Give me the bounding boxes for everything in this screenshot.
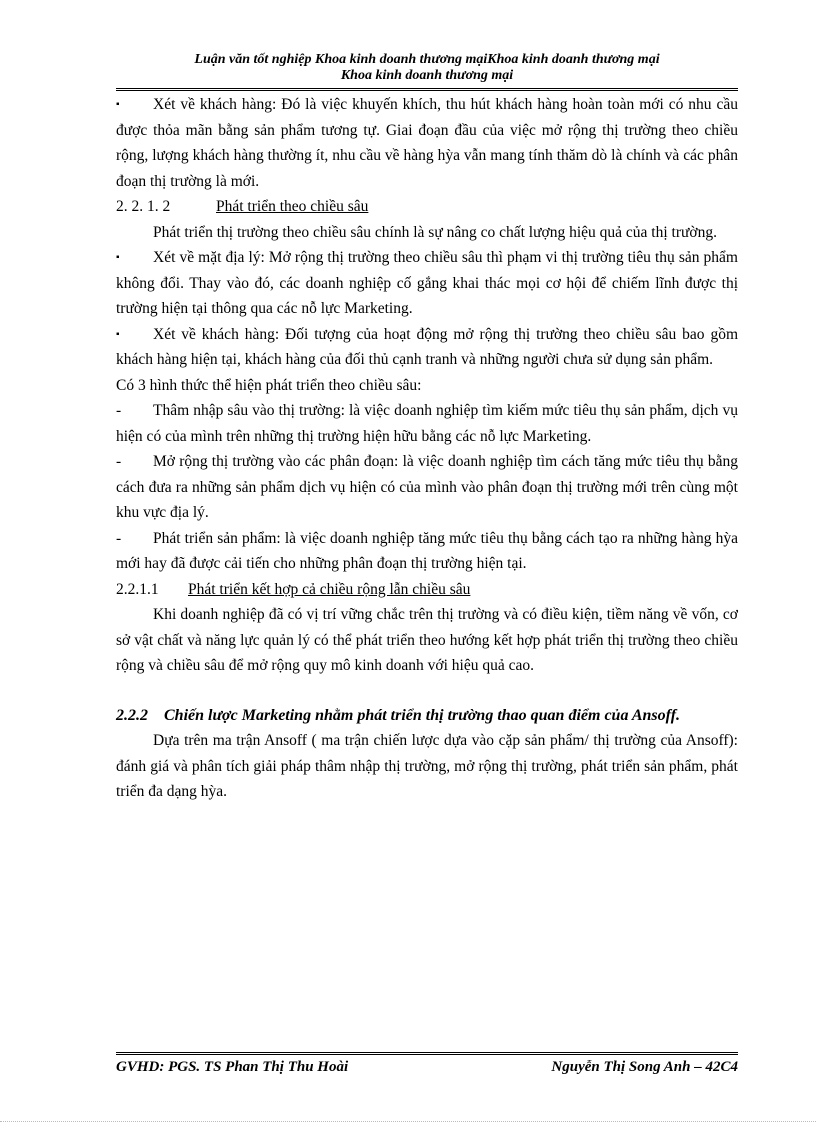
page-header bbox=[116, 52, 738, 84]
page-footer bbox=[116, 1057, 738, 1077]
list-item-penetration: - Thâm nhập sâu vào thị trường: là việc doanh nghiệp tìm kiếm mức tiêu thụ sản phẩm, dịch vụ hiện có của mình trên những thị trường hiện hữu bằng các nỗ lực Marketing. bbox=[116, 398, 738, 449]
dash-marker: - bbox=[116, 402, 122, 419]
section-number: 2.2.1.1 bbox=[116, 580, 159, 598]
list-item-segments: - Mở rộng thị trường vào các phân đoạn: là việc doanh nghiệp tìm cách tăng mức tiêu thụ bằng cách đưa ra những sản phẩm dịch vụ hiện có của mình vào phân đoạn thị trường mới trên cùng một khu vực địa lý. bbox=[116, 449, 738, 526]
list-item-product-development: - Phát triển sản phẩm: là việc doanh nghiệp tăng mức tiêu thụ bằng cách tạo ra những hàng hỳa mới hay đã được cải tiến cho những phân đoạn thị trường hiện tại. bbox=[116, 526, 738, 577]
paragraph-geography: ▪ Xét về mặt địa lý: Mở rộng thị trường theo chiều sâu thì phạm vi thị trường tiêu thụ sản phẩm không đổi. Thay vào đó, các doanh nghiệp cố gắng khai thác mọi cơ hội để chiếm lĩnh được thị trường hiện tại thông qua các nỗ lực Marketing. bbox=[116, 245, 738, 322]
footer-divider bbox=[116, 1052, 738, 1055]
page-bottom-edge bbox=[0, 1121, 816, 1122]
footer-supervisor: GVHD: PGS. TS Phan Thị Thu Hoài bbox=[116, 1059, 349, 1075]
header-line-2: Khoa kinh doanh thương mại bbox=[340, 68, 514, 83]
section-title: Phát triển theo chiều sâu bbox=[216, 198, 369, 215]
footer-author: Nguyễn Thị Song Anh – 42C4 bbox=[551, 1059, 738, 1075]
paragraph-depth-intro: Phát triển thị trường theo chiều sâu chính là sự nâng co chất lượng hiệu quả của thị trường. bbox=[153, 223, 717, 241]
section-heading-2212 bbox=[116, 194, 738, 220]
square-bullet-icon: ▪ bbox=[116, 252, 120, 263]
page-content bbox=[116, 92, 738, 805]
paragraph-customer-width: ▪ Xét về khách hàng: Đó là việc khuyến khích, thu hút khách hàng hoàn toàn mới có nhu cầu được thỏa mãn bằng sản phẩm tương tự. Giai đoạn đầu của việc mở rộng thị trường theo chiều rộng, lượng khách hàng thường ít, nhu cầu về hàng hỳa vẫn mang tính thăm dò là chính và các phân đoạn thị trường là mới. bbox=[116, 92, 738, 194]
header-line-1: Luận văn tốt nghiệp Khoa kinh doanh thương mạiKhoa kinh doanh thương mại bbox=[194, 52, 660, 67]
paragraph-combined: Khi doanh nghiệp đã có vị trí vững chắc trên thị trường và có điều kiện, tiềm năng về vốn, cơ sở vật chất và năng lực quản lý có thể phát triển theo hướng kết hợp phát triển thị trường theo chiều rộng và chiều sâu để mở rộng quy mô kinh doanh với hiệu quả cao. bbox=[116, 606, 738, 674]
section-heading-2211 bbox=[116, 577, 738, 603]
paragraph-ansoff: Dựa trên ma trận Ansoff ( ma trận chiến lược dựa vào cặp sản phẩm/ thị trường của Ansoff): đánh giá và phân tích giải pháp thâm nhập thị trường, mở rộng thị trường, phát triển sản phẩm, phát triển đa dạng hỳa. bbox=[116, 732, 738, 800]
section-title: Chiến lược Marketing nhằm phát triển thị trường thao quan điểm của Ansoff. bbox=[164, 706, 681, 724]
header-divider bbox=[116, 88, 738, 91]
dash-marker: - bbox=[116, 453, 122, 470]
section-number: 2. 2. 1. 2 bbox=[116, 198, 171, 215]
section-number: 2.2.2 bbox=[116, 706, 148, 724]
square-bullet-icon: ▪ bbox=[116, 328, 120, 340]
paragraph-forms-intro: Có 3 hình thức thể hiện phát triển theo chiều sâu: bbox=[116, 376, 422, 394]
section-title: Phát triển kết hợp cả chiều rộng lẫn chiều sâu bbox=[188, 580, 471, 598]
dash-marker: - bbox=[116, 529, 122, 547]
square-bullet-icon: ▪ bbox=[116, 99, 120, 110]
section-heading-222 bbox=[116, 703, 738, 729]
paragraph-customer-depth: ▪ Xét về khách hàng: Đối tượng của hoạt động mở rộng thị trường theo chiều sâu bao gồm khách hàng hiện tại, khách hàng của đối thủ cạnh tranh và những người chưa sử dụng sản phẩm. bbox=[116, 322, 738, 373]
